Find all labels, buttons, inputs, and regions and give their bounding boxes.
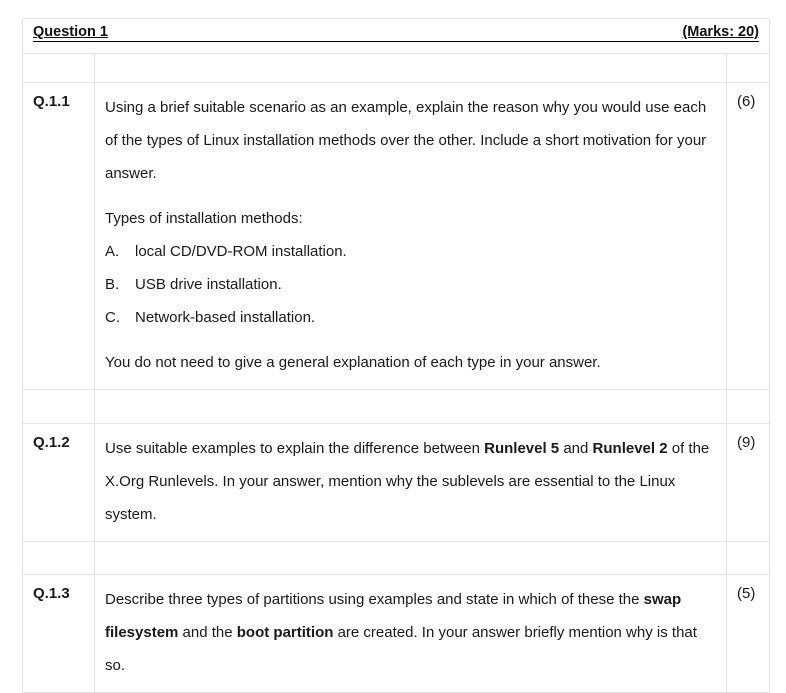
- question-row-3: [23, 575, 770, 693]
- list-item: C. Network-based installation.: [105, 309, 316, 326]
- question-number: Q.1.3: [23, 575, 95, 693]
- spacer-row: [23, 54, 770, 83]
- question-header: [33, 22, 759, 42]
- total-marks: (Marks: 20): [682, 24, 760, 40]
- question-marks: (9): [727, 424, 770, 542]
- question-title: Question 1: [33, 24, 108, 40]
- question-text: Using a brief suitable scenario as an example, explain the reason why you would use each of the types of Linux installation methods over the other. Include a short motivation for your answer.: [105, 99, 707, 182]
- question-row-2: [23, 424, 770, 542]
- question-marks: (6): [727, 83, 770, 390]
- question-table: [22, 18, 770, 693]
- question-note: You do not need to give a general explanation of each type in your answer.: [105, 354, 601, 371]
- question-number: Q.1.2: [23, 424, 95, 542]
- spacer-row: [23, 390, 770, 424]
- types-heading: Types of installation methods:: [105, 210, 303, 227]
- question-body: [95, 424, 727, 542]
- spacer-row: [23, 542, 770, 575]
- list-item: B. USB drive installation.: [105, 276, 282, 293]
- question-sheet: [22, 18, 769, 693]
- question-number: Q.1.1: [23, 83, 95, 390]
- question-body: [95, 83, 727, 390]
- question-marks: (5): [727, 575, 770, 693]
- question-row-1: [23, 83, 770, 390]
- options-list: [105, 235, 716, 334]
- question-body: [95, 575, 727, 693]
- question-text: Describe three types of partitions using examples and state in which of these the swap filesystem and the boot partition are created. In your answer briefly mention why is that so.: [105, 591, 697, 674]
- question-text: Use suitable examples to explain the difference between Runlevel 5 and Runlevel 2 of the X.Org Runlevels. In your answer, mention why the sublevels are essential to the Linux system.: [105, 440, 710, 523]
- list-item: A. local CD/DVD-ROM installation.: [105, 243, 347, 260]
- header-row: [23, 19, 770, 54]
